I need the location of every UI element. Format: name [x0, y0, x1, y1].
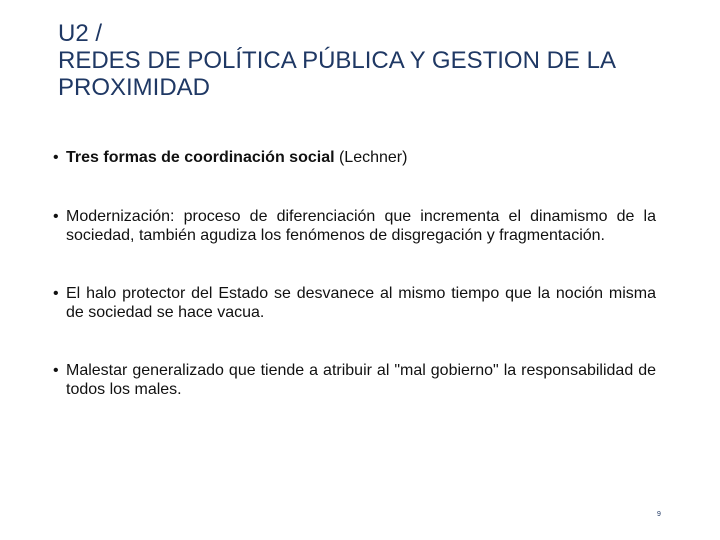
bullet-item: [49, 361, 656, 399]
bullet-item: [49, 207, 656, 245]
bullet-item: [49, 284, 656, 322]
bullet-text: Modernización: proceso de diferenciación que incrementa el dinamismo de la sociedad, también agudiza los fenómenos de disgregación y fragmentación.: [66, 208, 656, 244]
slide-title: [58, 20, 698, 101]
title-line-2: REDES DE POLÍTICA PÚBLICA Y GESTION DE LA: [58, 47, 616, 74]
bullet-item: [49, 148, 656, 167]
title-line-1: U2 /: [58, 20, 103, 47]
bullet-text: (Lechner): [334, 149, 408, 166]
bullet-text: Malestar generalizado que tiende a atribuir al "mal gobierno" la responsabilidad de todos los males.: [66, 362, 656, 398]
bullet-bold-text: Tres formas de coordinación social: [66, 149, 335, 166]
page-number: 9: [657, 511, 661, 518]
bullet-text: El halo protector del Estado se desvanece al mismo tiempo que la noción misma de sociedad se hace vacua.: [66, 285, 656, 321]
bullet-list: [49, 148, 656, 399]
title-line-3: PROXIMIDAD: [58, 74, 211, 101]
